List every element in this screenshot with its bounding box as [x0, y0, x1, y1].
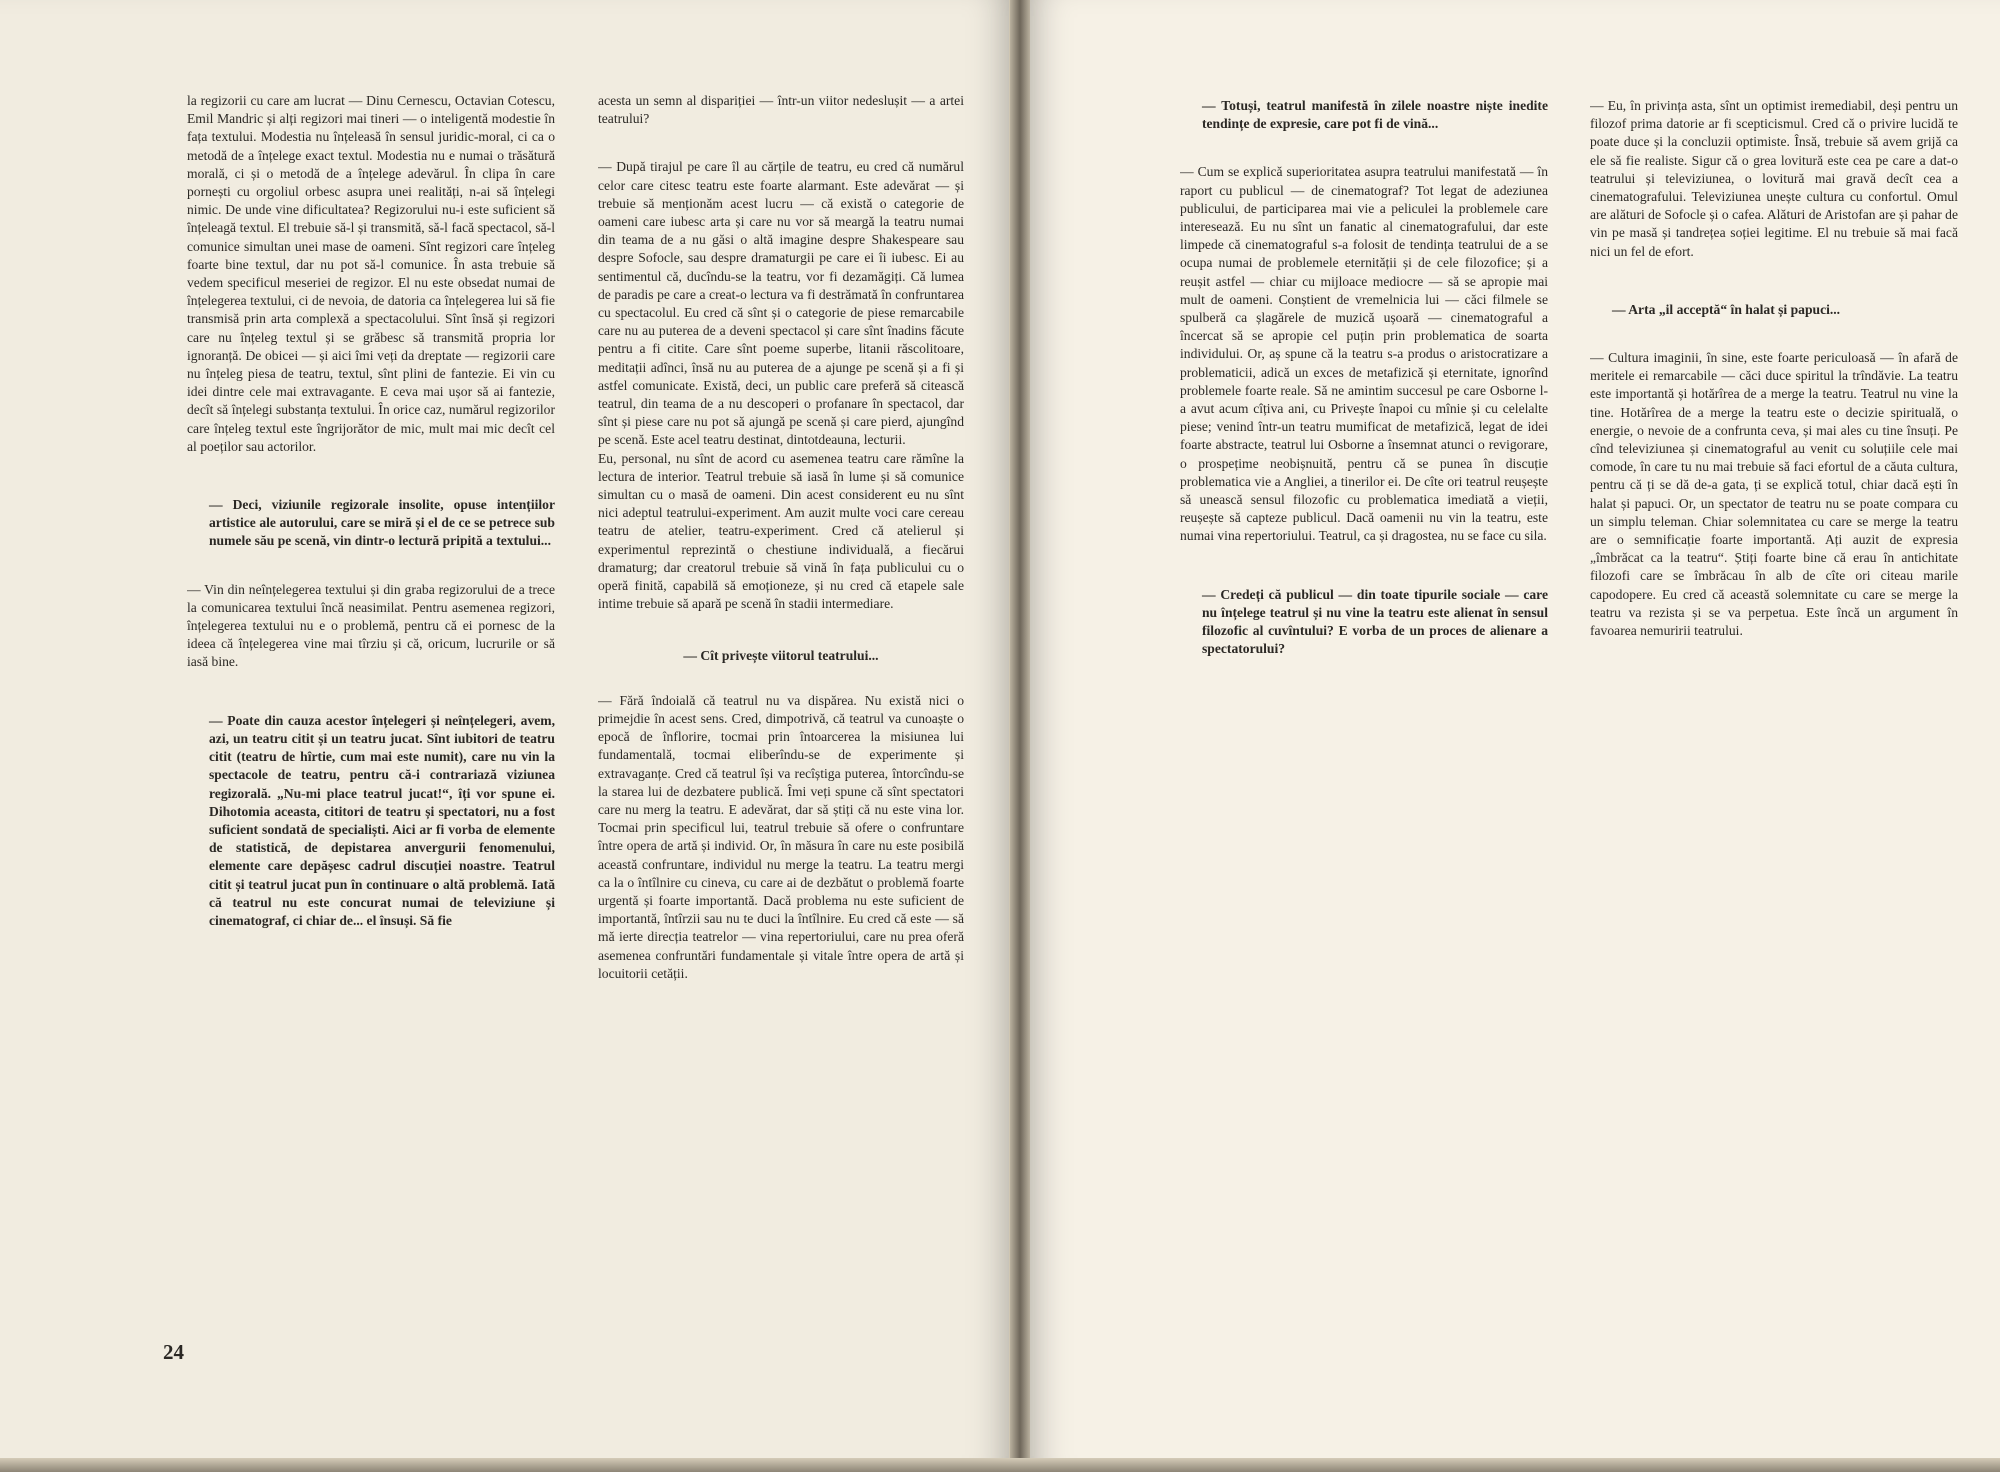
text-paragraph: — După tirajul pe care îl au cărțile de teatru, eu cred că numărul celor care citesc teatru este foarte alarmant. Este adevărat — și trebuie să menționăm acest lucru — că există o categorie de oameni care iubesc arta și care nu vor să meargă la teatru numai din teama de a nu găsi o altă imagine despre Shakespeare sau despre Sofocle, sau despre dramaturgii pe care ei îi iubesc. Ei au sentimentul că, ducîndu-se la teatru, vor fi dezamăgiți. Că lumea de paradis pe care a creat-o lectura va fi destrămată în confruntarea cu spectacolul. Eu cred că sînt și o categorie de piese remarcabile care nu au puterea de a deveni spectacol și care sînt înadins făcute pentru a fi citite. Care sînt poeme superbe, litanii răscolitoare, meditații adînci, însă nu au puterea de a ajunge pe scenă și a fi și astfel comunicate. Există, deci, un public care preferă să citească teatrul, din teama de a nu descoperi o profanare în spectacol, dar sînt și piese care nu pot să ajungă pe scenă și care pierd, ajungînd pe scenă. Este acel teatru destinat, dintotdeauna, lecturii.	[598, 159, 964, 448]
right-page-column-2	[1590, 97, 1958, 1347]
interview-question: — Totuși, teatrul manifestă în zilele noastre niște inedite tendințe de expresie, care pot fi de vină...	[1202, 98, 1548, 132]
text-paragraph: acesta un semn al dispariției — într-un viitor nedeslușit — a artei teatrului?	[598, 93, 964, 127]
text-paragraph: — Cum se explică superioritatea asupra teatrului manifestată — în raport cu publicul — de cinematograf? Tot legat de adeziunea publicului, de participarea mai vie a peliculei la problemele care interesează. Eu nu sînt un fanatic al cinematografului, dar este limpede că cinematograful s-a folosit de tendința teatrului de a se ocupa numai de problemele eternității și de cele filozofice; și a reușit astfel — chiar cu mijloace mediocre — să se apropie mai mult de oameni. Conștient de vremelnicia lui — căci filmele se spulberă ca șlagărele de muzică ușoară — cinematograful a încercat să se apropie cel puțin prin problematica de soarta individului. Or, aș spune că la teatru s-a produs o aristocratizare a problematicii, adică un exces de metafizică și eternitate, ignorînd problemele foarte reale. Să ne amintim succesul pe care Osborne l-a avut acum cîțiva ani, cu Privește înapoi cu mînie și cu celelalte piese; venind într-un teatru mumificat de metafizică, legat de idei foarte abstracte, teatrul lui Osborne a însemnat atunci o revigorare, o prospețime neobișnuită, pentru că se punea în discuție problematica vie a Angliei, a tinerilor ei. De cîte ori teatrul reușește să unească sensul filozofic cu problematica imediată a vieții, reușește să capteze publicul. Dacă oamenii nu vin la teatru, este numai vina repertoriului. Teatrul, ca și dragostea, nu se face cu sila.	[1180, 164, 1548, 544]
text-paragraph: — Cultura imaginii, în sine, este foarte periculoasă — în afară de meritele ei remarcabile — căci duce spiritul la trîndăvie. La teatru este importantă și hotărîrea de a merge la teatru. Teatrul nu vine la tine. Hotărîrea de a merge la teatru este o decizie spirituală, o energie, o nevoie de a confrunta ceva, și mai ales cu tine însuți. Pe cînd televiziunea și cinematograful au venit cu soluțiile cele mai comode, în care tu nu mai trebuie să faci efortul de a căuta cultura, pentru că ți se dă de-a gata, ți se explică totul, chiar dacă ești în halat și papuci. Or, un spectator de teatru nu se poate compara cu un simplu teleman. Chiar solemnitatea cu care se merge la teatru are o semnificație foarte importantă. Ați auzit de expresia „îmbrăcat ca la teatru“. Știți foarte bine că erau în antichitate filozofi care se îmbrăcau în alb de cîte ori citeau marile capodopere. Eu cred că această solemnitate cu care se merge la teatru va rezista și se va perpetua. Este încă un argument în favoarea nemuririi teatrului.	[1590, 350, 1958, 639]
text-paragraph: — Eu, în privința asta, sînt un optimist iremediabil, deși pentru un filozof prima datorie ar fi scepticismul. Cred că o privire lucidă te poate duce și la concluzii optimiste. Însă, trebuie să avem grijă ca ele să fie realiste. Sigur că o grea lovitură este cea pe care a dat-o teatrului și televiziunea, o lovitură mai gravă decît cea a cinematografului. Televiziunea unește cultura cu confortul. Omul are alături de Sofocle și o cafea. Alături de Aristofan are și pahar de vin pe masă și tandrețea soției legitime. El nu trebuie să mai facă nici un fel de efort.	[1590, 98, 1958, 259]
text-paragraph: — Vin din neînțelegerea textului și din graba regizorului de a trece la comunicarea textului încă neasimilat. Pentru asemenea regizori, înțelegerea textului nu e o problemă, pentru că ei pornesc de la ideea că înțelegerea vine mai tîrziu și că, oricum, lucrurile or să iasă bine.	[187, 581, 555, 670]
page-number: 24	[163, 1340, 184, 1364]
text-paragraph: Eu, personal, nu sînt de acord cu asemenea teatru care rămîne la lectura de interior. Teatrul trebuie să iasă în lume și să comunice simultan cu o masă de oameni. Din acest considerent eu nu sînt nici adeptul teatrului-experiment. Am auzit multe voci care cereau teatru de atelier, teatru-experiment. Cred că atelierul și experimentul reprezintă o chestiune individuală, a fiecărui dramaturg; dar creatorul trebuie să vină în fața publicului cu o operă finită, capabilă să emoționeze, și nu cred că etapele sale intime trebuie să apară pe scenă în stadii intermediare.	[598, 450, 964, 612]
page-bottom-edge	[0, 1458, 2000, 1472]
right-page	[1030, 0, 2000, 1472]
interview-question: — Deci, viziunile regizorale insolite, opuse intențiilor artistice ale autorului, care se miră și el de ce se petrece sub numele său pe scenă, vin dintr-o lectură pripită a textului...	[209, 497, 555, 549]
interview-question: — Credeți că publicul — din toate tipurile sociale — care nu înțelege teatrul și nu vine la teatru este alienat în sensul filozofic al cuvîntului? E vorba de un proces de alienare a spectatorului?	[1202, 586, 1548, 657]
left-page-column-1	[187, 92, 555, 1342]
left-page-column-2	[598, 92, 964, 1342]
right-page-column-1	[1180, 97, 1548, 1347]
interview-question: — Poate din cauza acestor înțelegeri și neînțelegeri, avem, azi, un teatru citit și un teatru jucat. Sînt iubitori de teatru citit (teatru de hîrtie, cum mai este numit), care nu vin la spectacole de teatru, pentru că-i contrariază viziunea regizorală. „Nu-mi place teatrul jucat!“, îți vor spune ei. Dihotomia aceasta, cititori de teatru și spectatori, nu a fost suficient sondată de specialiști. Aici ar fi vorba de elemente de statistică, de depistarea anvergurii fenomenului, elemente care depășesc cadrul discuției noastre. Teatrul citit și teatrul jucat pun în continuare o altă problemă. Iată că teatrul nu este concurat numai de televiziune și cinematograf, ci chiar de... el însuși. Să fie	[209, 712, 555, 928]
book-gutter	[1010, 0, 1030, 1472]
text-paragraph: la regizorii cu care am lucrat — Dinu Cernescu, Octavian Cotescu, Emil Mandric și alți regizori mai tineri — o inteligentă modestie în fața textului. Modestia nu înțeleasă în sensul juridic-moral, ci ca o metodă de a înțelege exact textul. Modestia nu e numai o trăsătură morală, ci și o metodă de a înțelege adevărul. În clipa în care pornești cu orgoliul orbesc asupra unei realități, n-ai să înțelegi nimic. De unde vine dificultatea? Regizorului nu-i este suficient să înțeleagă textul. El trebuie să-l și transmită, să-l facă spectacol, să-l comunice simultan unei mase de oameni. Sînt regizori care înțeleg foarte bine textul, dar nu pot să-l comunice. În asta trebuie să vedem specificul meseriei de regizor. El nu este obsedat numai de înțelegerea textului, ci de nevoia, de datoria ca înțelegerea lui să fie transmisă prin arta complexă a spectacolului. Sînt însă și regizori care nu înțeleg textul și se grăbesc să transmită propria lor ignoranță. De obicei — și aici îmi veți da dreptate — regizorii care nu înțeleg piesa de teatru, textul, sînt plini de fantezie. Ei vin cu idei dintre cele mai extravagante. E ceva mai ușor să ai fantezie, decît să înțelegi substanța textului. În orice caz, numărul regizorilor care înțeleg textul este îngrijorător de mic, mult mai mic decît cel al poeților sau actorilor.	[187, 93, 555, 454]
section-question: — Cît privește viitorul teatrului...	[683, 648, 879, 664]
text-paragraph: — Fără îndoială că teatrul nu va dispărea. Nu există nici o primejdie în acest sens. Cred, dimpotrivă, că teatrul va cunoaște o epocă de înflorire, tocmai prin întoarcerea la misiunea lui fundamentală, tocmai eliberîndu-se de experimente și extravaganțe. Cred că teatrul își va recîștiga puterea, întorcîndu-se la starea lui de dezbatere publică. Îmi veți spune că sînt spectatori care nu merg la teatru. E adevărat, dar să știți că nu este vina lor. Tocmai prin specificul lui, teatrul trebuie să ofere o confruntare între opera de artă și individ. Or, în măsura în care nu este posibilă această confruntare, individul nu merge la teatru. La teatru mergi ca la o întîlnire cu cineva, cu care ai de dezbătut o problemă foarte urgentă și foarte importantă. Dacă problema nu este suficient de importantă, întîrzii sau nu te duci la întîlnire. Eu cred că este — să mă ierte direcția teatrelor — vina repertoriului, care nu prea oferă asemenea confruntări fundamentale și vitale între opera de artă și locuitorii cetății.	[598, 692, 964, 981]
interview-question: — Arta „il acceptă“ în halat și papuci...	[1612, 301, 1841, 317]
